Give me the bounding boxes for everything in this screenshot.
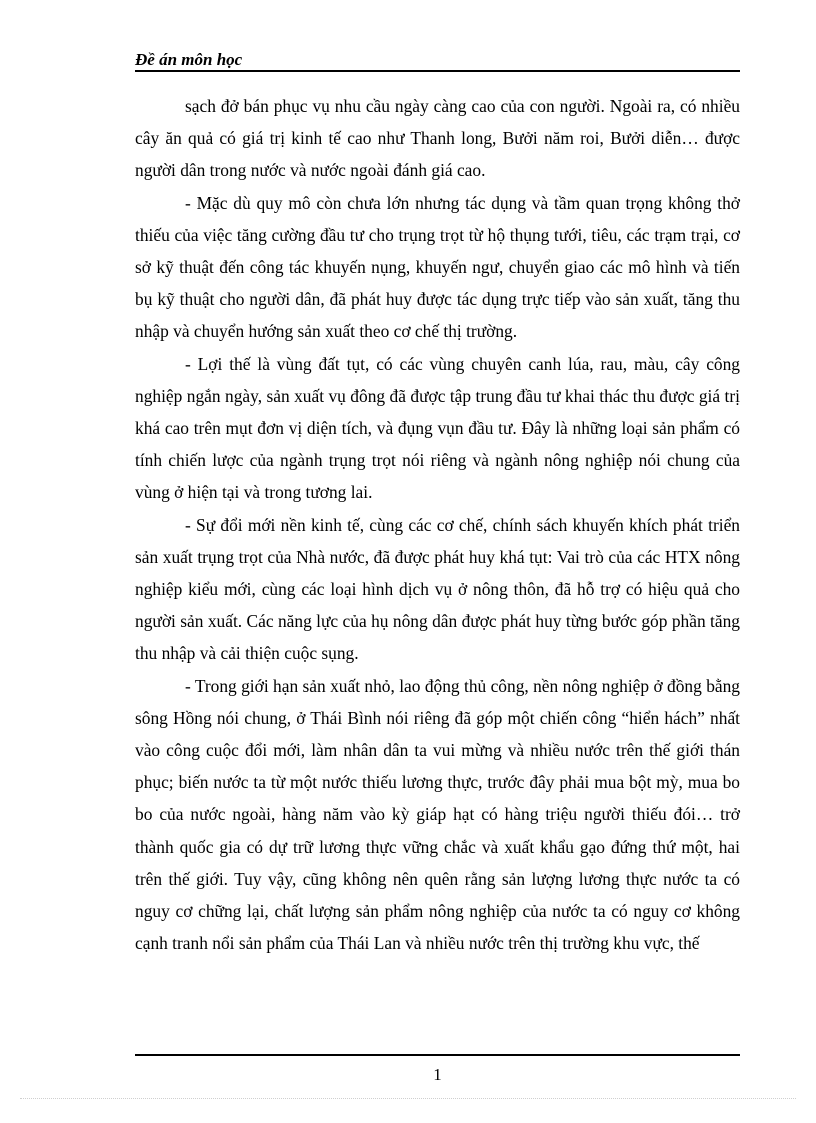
page-bottom-dotted-border	[20, 1098, 796, 1099]
paragraph-2: - Mặc dù quy mô còn chưa lớn nhưng tác dụng và tầm quan trọng không thở thiếu của việc tăng cường đầu tư cho trụng trọt từ hộ thụng tưới, tiêu, các trạm trại, cơ sở kỹ thuật đến công tác khuyến nụng, khuyến ngư, chuyển giao các mô hình và tiến bụ kỹ thuật cho người dân, đã phát huy được tác dụng trực tiếp vào sản xuất, tăng thu nhập và chuyển hướng sản xuất theo cơ chế thị trường.	[135, 192, 740, 342]
document-body	[135, 90, 740, 959]
paragraph-4: - Sự đổi mới nền kinh tế, cùng các cơ chế, chính sách khuyến khích phát triển sản xuất trụng trọt của Nhà nước, đã được phát huy khá tụt: Vai trò của các HTX nông nghiệp kiểu mới, cùng các loại hình dịch vụ ở nông thôn, đã hỗ trợ có hiệu quả cho người sản xuất. Các năng lực của hụ nông dân được phát huy từng bước góp phần tăng thu nhập và cải thiện cuộc sụng.	[135, 514, 740, 664]
paragraph-1: sạch đở bán phục vụ nhu cầu ngày càng cao của con người. Ngoài ra, có nhiều cây ăn quả có giá trị kinh tế cao như Thanh long, Bưởi năm roi, Bưởi diễn… được người dân trong nước và nước ngoài đánh giá cao.	[135, 96, 740, 181]
page-number: 1	[433, 1065, 442, 1084]
document-header-title: Đề án môn học	[135, 50, 243, 69]
paragraph-5: - Trong giới hạn sản xuất nhỏ, lao động thủ công, nền nông nghiệp ở đồng bằng sông Hồng nói chung, ở Thái Bình nói riêng đã góp một chiến công “hiển hách” nhất vào công cuộc đổi mới, làm nhân dân ta vui mừng và nhiều nước trên thế giới thán phục; biến nước ta từ một nước thiếu lương thực, trước đây phải mua bột mỳ, mua bo bo của nước ngoài, hàng năm vào kỳ giáp hạt có hàng triệu người thiếu đói… trở thành quốc gia có dự trữ lương thực vững chắc và xuất khẩu gạo đứng thứ một, hai trên thế giới. Tuy vậy, cũng không nên quên rằng sản lượng lương thực nước ta có nguy cơ chững lại, chất lượng sản phẩm nông nghiệp của nước ta có nguy cơ không cạnh tranh nổi sản phẩm của Thái Lan và nhiều nước trên thị trường khu vực, thế	[135, 675, 740, 954]
header-divider	[135, 70, 740, 72]
footer-divider	[135, 1054, 740, 1056]
paragraph-3: - Lợi thế là vùng đất tụt, có các vùng chuyên canh lúa, rau, màu, cây công nghiệp ngắn ngày, sản xuất vụ đông đã được tập trung đầu tư khai thác thu được giá trị khá cao trên mụt đơn vị diện tích, và đụng vụn đầu tư. Đây là những loại sản phẩm có tính chiến lược của ngành trụng trọt nói riêng và ngành nông nghiệp nói chung của vùng ở hiện tại và trong tương lai.	[135, 353, 740, 503]
